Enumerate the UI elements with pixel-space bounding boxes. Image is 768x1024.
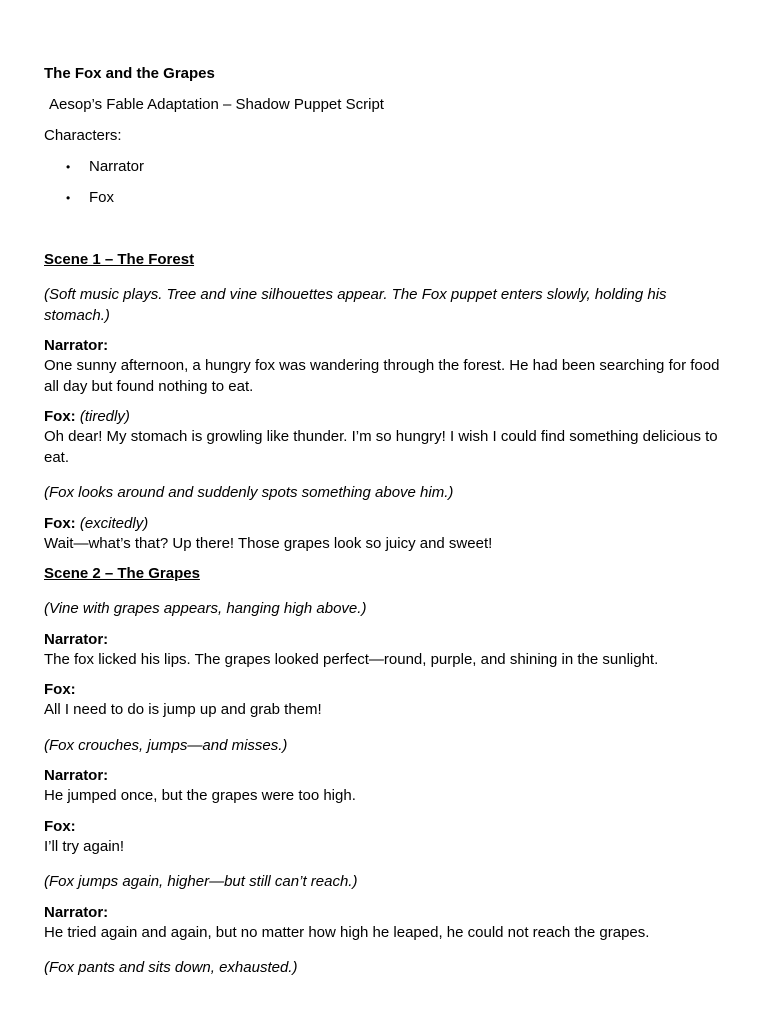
speaker-direction: (tiredly) [79, 408, 130, 425]
speaker-name: Fox: [44, 817, 76, 835]
bullet-icon: • [66, 191, 71, 205]
speaker-name: Fox: [44, 681, 76, 698]
document-title: The Fox and the Grapes [44, 65, 215, 82]
dialogue-text: One sunny afternoon, a hungry fox was wandering through the forest. He had been searching for food all day but found nothing to eat. [44, 357, 720, 395]
dialogue-text: All I need to do is jump up and grab them! [44, 701, 322, 718]
speaker-name: Fox: [44, 408, 76, 425]
stage-direction: (Fox pants and sits down, exhausted.) [44, 959, 298, 976]
dialogue-text: Oh dear! My stomach is growling like thunder. I’m so hungry! I wish I could find something delicious to eat. [44, 428, 718, 466]
speech-block [44, 903, 724, 944]
characters-label: Characters: [44, 127, 122, 144]
character-name: Narrator [89, 158, 145, 175]
speaker-line [44, 817, 724, 837]
speaker-line [44, 903, 724, 923]
speaker-line [44, 680, 724, 700]
speech-block [44, 336, 724, 397]
stage-direction: (Soft music plays. Tree and vine silhouettes appear. The Fox puppet enters slowly, holding his stomach.) [44, 286, 667, 324]
dialogue-text: I’ll try again! [44, 837, 125, 855]
speech-block [44, 680, 724, 721]
speaker-name: Narrator: [44, 903, 109, 921]
speaker-name: Narrator: [44, 630, 109, 648]
scene-2-heading: Scene 2 – The Grapes [44, 565, 200, 582]
speech-block [44, 766, 724, 807]
speaker-line [44, 630, 724, 650]
speaker-line [44, 514, 724, 534]
document-subtitle: Aesop’s Fable Adaptation – Shadow Puppet Script [49, 96, 384, 113]
dialogue-text: He tried again and again, but no matter how high he leaped, he could not reach the grapes. [44, 923, 650, 941]
bullet-icon: • [66, 160, 71, 174]
character-item [44, 188, 724, 208]
character-name: Fox [89, 189, 115, 206]
speaker-line [44, 336, 724, 356]
speech-block [44, 407, 724, 468]
speech-block [44, 817, 724, 858]
stage-direction: (Fox crouches, jumps—and misses.) [44, 736, 288, 754]
dialogue-text: The fox licked his lips. The grapes looked perfect—round, purple, and shining in the sunlight. [44, 650, 659, 668]
characters-list [44, 157, 724, 208]
stage-direction: (Fox jumps again, higher—but still can’t reach.) [44, 873, 358, 890]
speaker-name: Narrator: [44, 337, 109, 354]
character-item [44, 157, 724, 177]
speaker-line [44, 407, 724, 427]
speaker-line [44, 766, 724, 786]
section-spacer [44, 219, 724, 250]
dialogue-text: He jumped once, but the grapes were too high. [44, 787, 356, 804]
speaker-name: Narrator: [44, 767, 109, 784]
scene-1-heading: Scene 1 – The Forest [44, 251, 195, 268]
speech-block [44, 514, 724, 555]
stage-direction: (Fox looks around and suddenly spots something above him.) [44, 484, 454, 501]
speaker-direction: (excitedly) [79, 514, 149, 532]
dialogue-text: Wait—what’s that? Up there! Those grapes look so juicy and sweet! [44, 534, 493, 552]
speech-block [44, 630, 724, 671]
speaker-name: Fox: [44, 514, 76, 532]
stage-direction: (Vine with grapes appears, hanging high above.) [44, 600, 367, 617]
